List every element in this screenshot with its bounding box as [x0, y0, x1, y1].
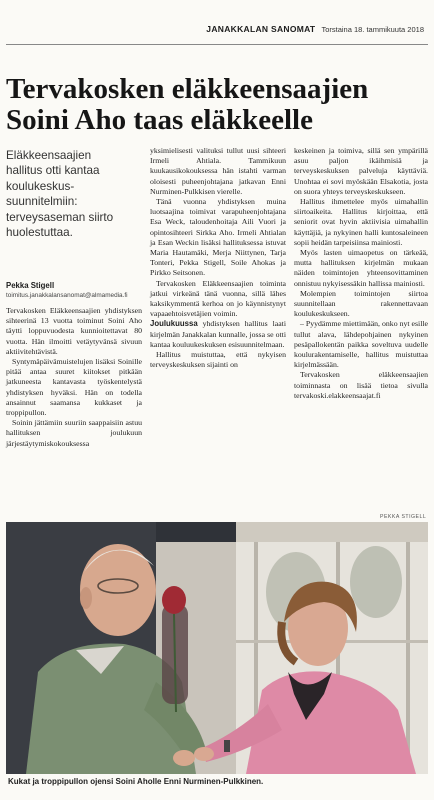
masthead	[0, 0, 434, 38]
author-name: Pekka Stigell	[6, 281, 55, 290]
subheading-lead-in: Joulukuussa	[150, 319, 198, 329]
article-photo	[6, 522, 428, 774]
author-email: toimitus.janakkalansanomat@almamedia.fi	[6, 292, 128, 299]
photo-credit: PEKKA STIGELL	[380, 514, 427, 520]
paragraph: Soinin jättämiin suuriin saappaisiin astuu hallituksen joulukuun järjestäytymiskokouksessa	[6, 418, 142, 448]
byline	[6, 281, 146, 299]
photo-illustration	[6, 522, 428, 774]
paragraph: Molempien toimintojen siirtoa suunnitellaan rakennettavaan koulukeskukseen.	[294, 288, 428, 319]
paragraph: Tervakosken eläkkeensaajien toiminnasta on lisää tietoa sivulla tervakoski.elakkeensaajat.fi	[294, 370, 428, 400]
paragraph: Syntymäpäivämuistelujen lisäksi Soinille pitää antaa suuret kiitokset pitkään jatkuneesta kantavasta työskentelystä yhdistyksen hyväksi. Hän on todella ansainnut saamansa kukkaset ja troppipullon.	[6, 357, 142, 418]
paragraph: Hallitus muistuttaa, että nykyisen terveyskeskuksen sijainti on	[150, 350, 286, 370]
article-lead: Eläkkeensaajien hallitus otti kantaa koulukeskus-suunnitelmiin: terveysaseman siirto huolestuttaa.	[6, 149, 114, 240]
headline-line-2: Soini Aho taas eläkkeelle	[6, 104, 313, 136]
paragraph: Myös lasten uimaopetus on tärkeää, mutta hallituksen kirjelmän mukaan näiden toimintojen yhteensovittaminen onnistuu nykyisessäkin hallissa mainiosti.	[294, 248, 428, 288]
paragraph: yksimielisesti valituksi tullut uusi sihteeri Irmeli Ahtiala. Tammikuun kuukausikokouksessa hän istahti varman oloisesti puheenjohtajana jatkavan Enni Nurminen-Pulkkisen vierelle.	[150, 146, 286, 196]
paragraph: Hallitus ihmettelee myös uimahallin siirtoaikeita. Hallitus kirjoittaa, että seniorit ovat hyvin aktiivisia uimahallin käyttäjiä, ja nykyinen halli kuntosaleineen sopii heidän tarpeisiinsa mainiosti.	[294, 197, 428, 247]
paragraph: Tänä vuonna yhdistyksen muina luotsaajina toimivat varapuheenjohtajana Esa Weck, taloudenhoitaja Aili Vuori ja opintosihteeri Sirkka Aho. Irmeli Ahtialan ja Esan Weckin lisäksi hallituksessa istuvat Maria Hautamäki, Merja Niittynen, Tarja Tonteri, Pekka Stigell, Soile Ahokas ja Pirkko Seitsonen.	[150, 197, 286, 278]
article-headline	[6, 74, 430, 136]
text-column-3	[294, 146, 428, 401]
headline-line-1: Tervakosken eläkkeensaajien	[6, 73, 369, 105]
text-column-2	[150, 146, 286, 370]
paragraph: Tervakosken Eläkkeensaajien toiminta jatkui virkeänä tänä vuonna, sillä lähes kaksikymmentä kerhoa on jo käynnistynyt vapaaehtoisvetäjien voimin.	[150, 278, 286, 319]
header-divider	[6, 44, 428, 45]
paragraph: keskeinen ja toimiva, sillä sen ympärillä asuu paljon ikäihmisiä ja terveyskeskuksen palveluja käyttäviä. Unohtaa ei sovi myöskään Elsakotia, josta on suora yhteys terveyskeskukseen.	[294, 146, 428, 196]
issue-date: Torstaina 18. tammikuuta 2018	[321, 25, 424, 34]
photo-caption: Kukat ja troppipullon ojensi Soini Aholle Enni Nurminen-Pulkkinen.	[8, 777, 264, 786]
paragraph-text: yhdistyksen hallitus laati kirjelmän Janakkalan kunnalle, jossa se otti kantaa kouluukeskuksen esisuunnitelmaan.	[150, 319, 286, 349]
text-column-1	[6, 306, 142, 449]
paragraph: Tervakosken Eläkkeensaajien yhdistyksen sihteerinä 13 vuotta toiminut Soini Aho täytti loppuvuodesta kunnioitettavat 80 vuotta. Hän ilmoitti vetäytyvänsä sivuun aktiivitehtävistä.	[6, 306, 142, 356]
paragraph: – Pyydämme miettimään, onko nyt esille tullut alava, lähdepohjainen nykyinen pesäpallokentän paikka soveltuva uudelle koulurakentamiselle, hallitus muistuttaa kirjelmässään.	[294, 319, 428, 370]
paragraph	[150, 319, 286, 350]
paper-name: JANAKKALAN SANOMAT	[206, 24, 316, 34]
